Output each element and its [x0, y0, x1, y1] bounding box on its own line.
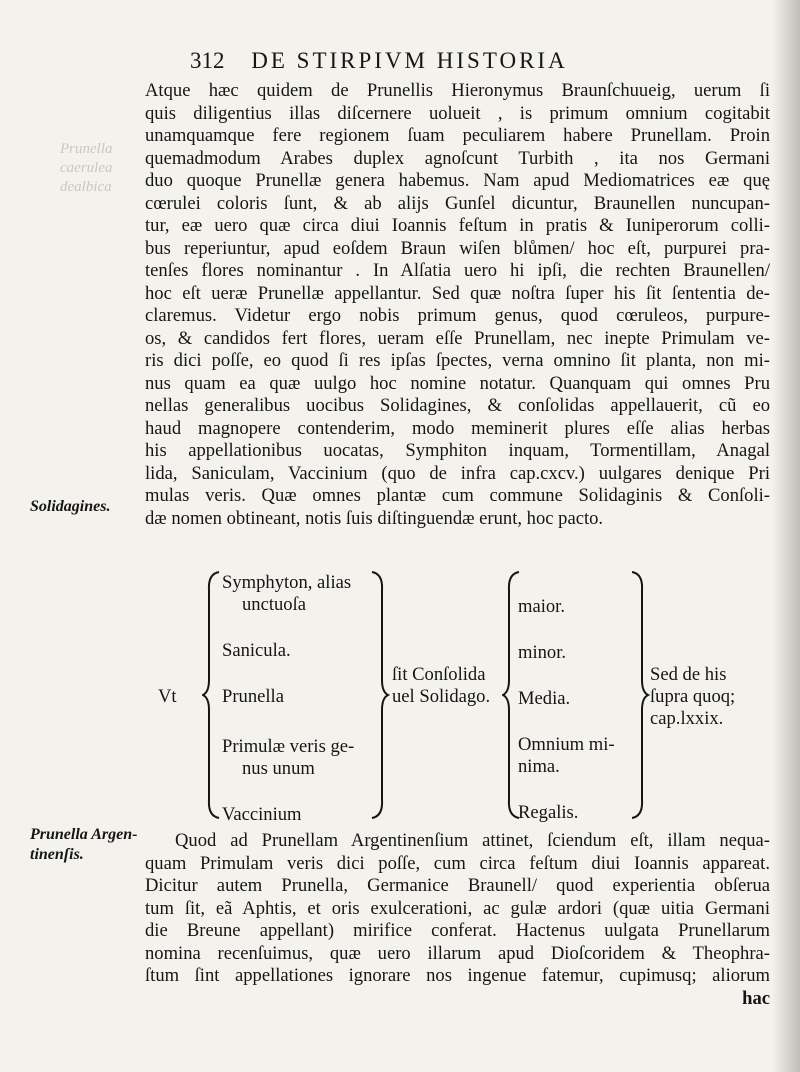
text-line: claremus. Videtur ergo nobis primum genus, quod cœruleos, purpure-: [145, 305, 770, 326]
table-grade: Media.: [518, 688, 571, 709]
table-item: Prunella: [222, 686, 284, 707]
classification-table: [150, 568, 770, 828]
margin-note-line: Prunella Argen-: [30, 826, 138, 843]
text-line: tur, eæ uero quæ circa diui Ioannis feſtum in pratis & Iuniperorum colli-: [145, 215, 770, 236]
text-line: Dicitur autem Prunella, Germanice Braunell/ quod experientia obſerua: [145, 875, 770, 896]
text-line: unamquamque fere regionem ſuam peculiarem habere Prunellam. Proin: [145, 125, 770, 146]
text-line: his appellationibus uocatas, Symphiton inquam, Tormentillam, Anagal: [145, 440, 770, 461]
text-line: nellas generalibus uocibus Solidagines, & conſolidas appellauerit, cũ eo: [145, 395, 770, 416]
text-line: duo quoque Prunellæ genera habemus. Nam apud Mediomatrices eæ quę: [145, 170, 770, 191]
text-line: hoc eſt ueræ Prunellæ appellantur. Sed quæ noſtra ſuper his ſit ſententia de-: [145, 282, 770, 304]
text-line: Atque hæc quidem de Prunellis Hieronymus Braunſchuueig, uerum ſi: [145, 80, 770, 101]
text-line: ſtum ſint appellationes ignorare nos ingenue fatemur, cupimusq; aliorum: [145, 965, 770, 986]
table-note: cap.lxxix.: [650, 708, 724, 729]
table-item: unctuoſa: [242, 594, 307, 615]
table-grade: maior.: [518, 596, 565, 617]
bleed-through-margin-text: [60, 140, 150, 197]
text-line: die Breune appellant) mirifice conferat. Hactenus uulgata Prunellarum: [145, 920, 770, 941]
text-line: quis diligentius illas diſcernere uolueit , is primum omnium cogitabit: [145, 102, 770, 124]
table-note: Sed de his: [650, 664, 727, 685]
text-line: tum ſit, eã Aphtis, et oris exulcerationi, ac gulæ ardori (quæ uitia Germani: [145, 897, 770, 919]
running-header: [190, 48, 568, 74]
table-grade: Regalis.: [518, 802, 579, 823]
catchword: hac: [742, 987, 770, 1009]
text-line: quemadmodum Arabes duplex agnoſcunt Turbith , ita nos Germani: [145, 147, 770, 169]
text-line: nomina recenſuimus, quæ uero illarum apud Dioſcoridem & Theophra-: [145, 942, 770, 964]
text-line: dæ nomen obtineant, notis ſuis diſtinguendæ erunt, hoc pacto.: [145, 507, 604, 529]
left-brace-icon: [202, 570, 224, 820]
table-note: ſupra quoq;: [650, 686, 736, 707]
bleed-through-line: dealbica: [60, 179, 112, 195]
running-title: DE STIRPIVM HISTORIA: [251, 48, 568, 73]
table-item: nus unum: [242, 758, 315, 779]
note-brace-icon: [628, 570, 650, 820]
table-item: Primulæ veris ge-: [222, 736, 355, 757]
table-grade: Omnium mi-: [518, 734, 615, 755]
text-line: quam Primulam veris dici poſſe, cum circa feſtum diui Ioannis appareat.: [145, 852, 770, 874]
table-item: Vaccinium: [222, 804, 302, 825]
text-line: lida, Saniculam, Vaccinium (quo de infra cap.cxcv.) uulgares denique Pri: [145, 462, 770, 484]
table-middle-text: ſit Conſolida: [392, 664, 486, 685]
paragraph-main: [145, 80, 770, 530]
page-number: 312: [190, 48, 225, 73]
text-line: cœrulei coloris ſunt, & ab alijs Gunſel dicuntur, Braunellen nuncupan-: [145, 192, 770, 214]
text-line: ris dici poſſe, eo quod ſi res ipſas ſpectes, verna omnino ſit planta, non mi-: [145, 350, 770, 371]
margin-note-solidagines: Solidagines.: [30, 498, 111, 515]
table-grade: minor.: [518, 642, 567, 663]
margin-note-line: tinenſis.: [30, 846, 84, 863]
text-line: os, & candidos fert flores, ueram eſſe Prunellam, nec inepte Primulam ve-: [145, 327, 770, 349]
text-line: bus reperiuntur, apud eoſdem Braun wiſen blůmen/ hoc eſt, purpurei pra-: [145, 237, 770, 259]
text-line: haud magnopere contenderim, modo meminerit plures eſſe alias herbas: [145, 417, 770, 439]
table-middle-text: uel Solidago.: [392, 686, 491, 707]
text-line: nus quam ea quæ uulgo hoc nomine notatur. Quanquam qui omnes Pru: [145, 372, 770, 394]
bleed-through-line: Prunella caerulea: [60, 141, 113, 176]
table-vt-label: Vt: [158, 686, 177, 707]
paragraph-prunella-argentinensium: [145, 830, 770, 1010]
table-item: Sanicula.: [222, 640, 291, 661]
text-line: tenſes flores nominantur . In Alſatia uero hi ipſi, die rechten Braunellen/: [145, 260, 770, 281]
text-line: Quod ad Prunellam Argentinenſium attinet, ſciendum eſt, illam nequa-: [175, 830, 770, 851]
table-item: Symphyton, alias: [222, 572, 352, 593]
text-line: mulas veris. Quæ omnes plantæ cum commune Solidaginis & Conſoli-: [145, 485, 770, 506]
table-grade: nima.: [518, 756, 560, 777]
margin-note-prunella-argentinensis: [30, 825, 137, 865]
right-brace-icon: [368, 570, 390, 820]
